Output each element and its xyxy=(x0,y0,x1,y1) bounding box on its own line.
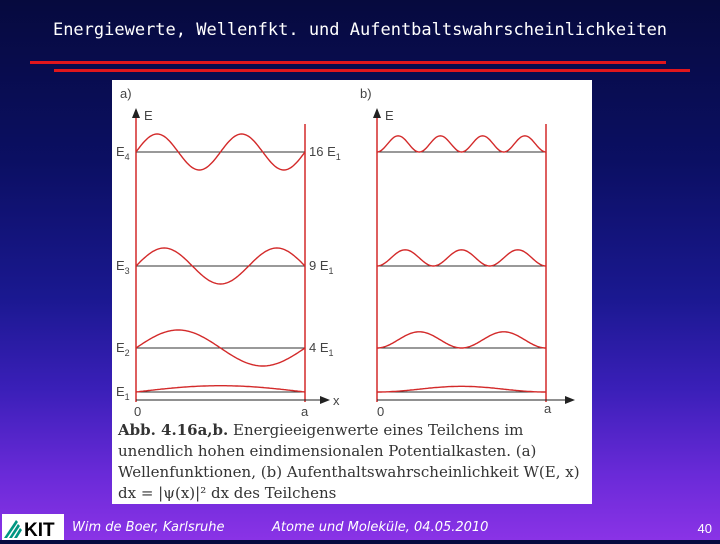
panel-b-origin-label: 0 xyxy=(377,404,385,419)
title-underline-bottom xyxy=(54,69,690,72)
footer-author: Wim de Boer, Karlsruhe xyxy=(72,520,225,535)
level-label-e1: $E_1$ xyxy=(116,384,130,402)
level-label-e3: $E_3$ xyxy=(116,258,130,276)
panel-a-x-arrow xyxy=(320,396,330,404)
level-value-9e1: 9 $E_1$ xyxy=(309,258,334,276)
caption-text: Energieeigenwerte eines Teilchens im unendlich hohen eindimensionalen Potentialkasten. (a) Wellenfunktionen, (b) Aufenthaltswahrscheinlichkeit W(E, x) dx = |ψ(x)|² dx des Teilchens xyxy=(118,421,580,502)
panel-b-density-curve-e4 xyxy=(377,136,546,152)
page-number: 40 xyxy=(697,521,712,536)
panel-b-energy-arrow xyxy=(373,108,381,118)
panel-a-edge-label: a xyxy=(301,404,309,419)
panel-b-x-arrow xyxy=(565,396,575,404)
panel-b-density-curve-e3 xyxy=(377,250,546,266)
panel-a-wave-curve-e1 xyxy=(136,386,305,392)
figure-caption xyxy=(118,420,586,504)
title-underline-top xyxy=(30,61,666,64)
panel-a-x-axis-label: x xyxy=(333,393,340,408)
level-label-e2: $E_2$ xyxy=(116,340,130,358)
panel-b-edge-label: a xyxy=(544,401,552,416)
panel-b-probability-densities xyxy=(377,136,546,392)
kit-logo xyxy=(2,514,64,540)
figure-panel xyxy=(112,80,592,504)
panel-b-density-curve-e2 xyxy=(377,332,546,348)
footer-course: Atome und Moleküle, 04.05.2010 xyxy=(272,520,489,535)
level-label-e4: $E_4$ xyxy=(116,144,130,162)
slide-title: Energiewerte, Wellenfkt. und Aufentbaltswahrscheinlichkeiten xyxy=(52,20,668,40)
level-value-4e1: 4 $E_1$ xyxy=(309,340,334,358)
caption-bold: Abb. 4.16a,b. xyxy=(118,421,229,439)
panel-b-label: b) xyxy=(360,86,372,101)
panel-a-origin-label: 0 xyxy=(134,404,142,419)
panel-a-energy-axis-label: E xyxy=(144,108,153,123)
wavefunction-diagram xyxy=(112,80,592,420)
panel-a-energy-arrow xyxy=(132,108,140,118)
panel-b-energy-axis-label: E xyxy=(385,108,394,123)
panel-a-label: a) xyxy=(120,86,132,101)
panel-b-density-curve-e1 xyxy=(377,386,546,392)
kit-logo-text: KIT xyxy=(24,520,55,540)
panel-a-wavefunctions xyxy=(136,134,305,392)
level-value-16e1: 16 $E_1$ xyxy=(309,144,341,162)
